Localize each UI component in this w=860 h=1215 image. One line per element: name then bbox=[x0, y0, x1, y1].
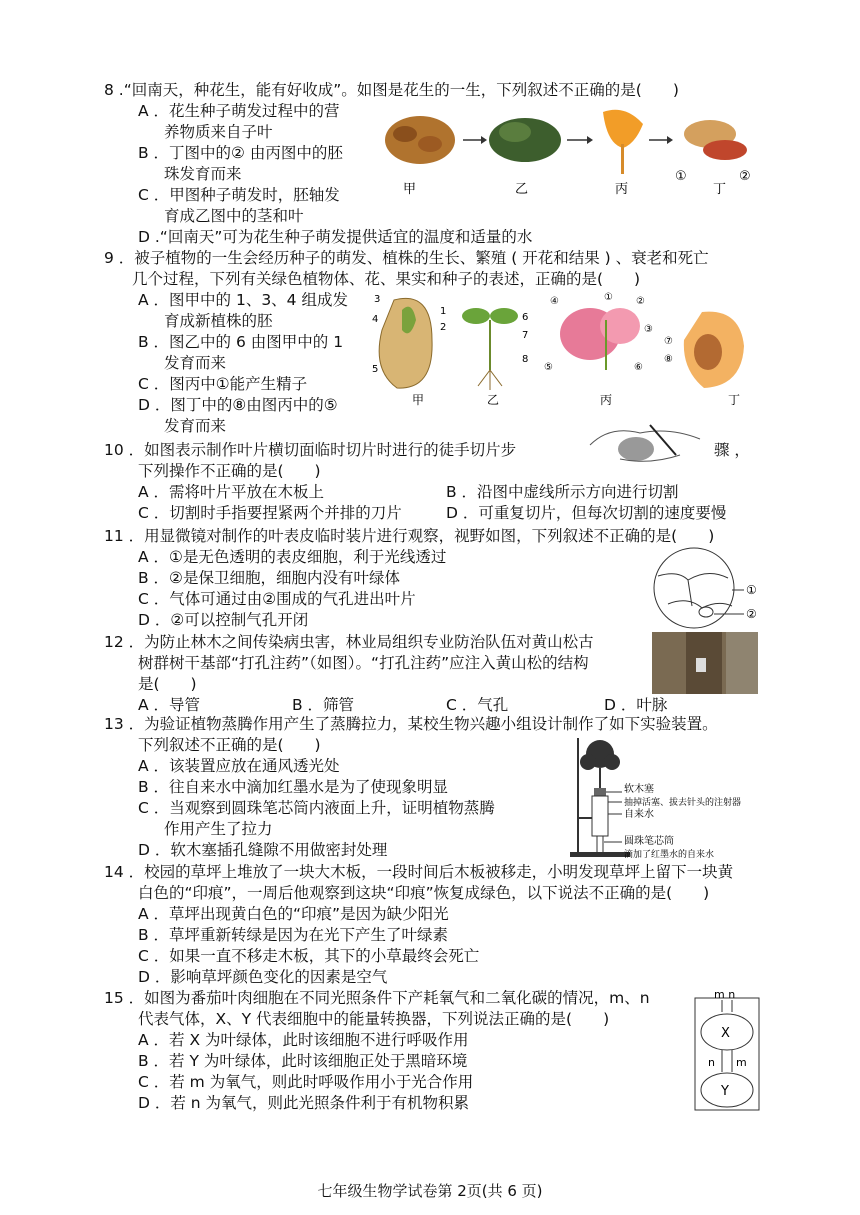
q12-options bbox=[104, 695, 764, 716]
page-footer: 七年级生物学试卷第 2页(共 6 页) bbox=[317, 1182, 543, 1200]
q12-option-a[interactable]: A ．导管 bbox=[138, 696, 201, 714]
fig11-mark-1: ① bbox=[746, 583, 757, 597]
svg-text:⑦: ⑦ bbox=[664, 336, 673, 347]
q9-stem-line1: 9 ．被子植物的一生会经历种子的萌发、植株的生长、繁殖 ( 开花和结果 ) 、衰老和死亡 bbox=[104, 249, 709, 267]
svg-text:⑤: ⑤ bbox=[544, 362, 553, 373]
q11-option-b[interactable]: B ．②是保卫细胞，细胞内没有叶绿体 bbox=[138, 569, 400, 587]
plant-organs-figure bbox=[372, 290, 760, 408]
q12-stem-line3: 是( ) bbox=[138, 675, 197, 693]
q9-option-a[interactable]: A ．图甲中的 1、3、4 组成发 育成新植株的胚 bbox=[138, 291, 348, 330]
svg-text:5: 5 bbox=[372, 364, 379, 375]
q11-option-c[interactable]: C ．气体可通过由②围成的气孔进出叶片 bbox=[138, 590, 416, 608]
q14-stem-line2: 白色的“印痕”，一周后他观察到这块“印痕”恢复成绿色，以下说法不正确的是( ) bbox=[138, 884, 710, 902]
svg-text:④: ④ bbox=[550, 296, 559, 307]
fig13-label-red-water: 滴加了红墨水的自来水 bbox=[624, 850, 715, 858]
leaf-epidermis-figure bbox=[648, 546, 760, 630]
fig8-label-jia: 甲 bbox=[403, 182, 417, 197]
q12-option-c[interactable]: C ．气孔 bbox=[446, 696, 509, 714]
q11-option-d[interactable]: D ．②可以控制气孔开闭 bbox=[138, 611, 309, 629]
fig13-label-syringe: 抽掉活塞、拔去针头的注射器 bbox=[624, 798, 742, 808]
fig15-y-label: Y bbox=[721, 1084, 729, 1099]
svg-text:③: ③ bbox=[644, 324, 653, 335]
q13-option-c[interactable]: C ．当观察到圆珠笔芯筒内液面上升，证明植物蒸腾 作用产生了拉力 bbox=[138, 799, 495, 838]
q12-stem-line2: 树群树干基部“打孔注药”（如图）。“打孔注药”应注入黄山松的结构 bbox=[138, 654, 589, 672]
q10-option-d[interactable]: D ．可重复切片，但每次切割的速度要慢 bbox=[446, 504, 727, 522]
peanut-lifecycle-figure bbox=[375, 104, 760, 202]
q15-option-b[interactable]: B ．若 Y 为叶绿体，此时该细胞正处于黑暗环境 bbox=[138, 1052, 468, 1070]
fig8-label-bing: 丙 bbox=[615, 182, 629, 197]
fig15-mid-m: m bbox=[736, 1056, 747, 1069]
fig13-label-pen-tube: 圆珠笔芯筒 bbox=[624, 836, 674, 847]
svg-text:①: ① bbox=[604, 292, 613, 303]
pine-injection-photo bbox=[652, 632, 758, 694]
svg-text:2: 2 bbox=[440, 322, 447, 333]
svg-text:1: 1 bbox=[440, 306, 447, 317]
fig9-label-bing: 丙 bbox=[600, 393, 613, 407]
q10-options-row2 bbox=[104, 503, 764, 524]
fig15-mid-n: n bbox=[708, 1056, 715, 1069]
transpiration-apparatus-figure bbox=[570, 738, 770, 858]
question-14 bbox=[104, 862, 764, 988]
q9-option-b[interactable]: B ．图乙中的 6 由图甲中的 1 发育而来 bbox=[138, 333, 344, 372]
q14-option-d[interactable]: D ．影响草坪颜色变化的因素是空气 bbox=[138, 968, 388, 986]
svg-text:3: 3 bbox=[374, 294, 381, 305]
fig9-label-ding: 丁 bbox=[728, 393, 741, 407]
fig15-x-label: X bbox=[721, 1026, 730, 1041]
svg-text:⑥: ⑥ bbox=[634, 362, 643, 373]
q10-options-row1 bbox=[104, 482, 764, 503]
q13-stem-line1: 13 ．为验证植物蒸腾作用产生了蒸腾拉力，某校生物兴趣小组设计制作了如下实验装置。 bbox=[104, 715, 718, 733]
q9-option-c[interactable]: C ．图丙中①能产生精子 bbox=[138, 375, 308, 393]
q8-option-d[interactable]: D .“回南天”可为花生种子萌发提供适宜的温度和适量的水 bbox=[138, 228, 533, 246]
q15-option-c[interactable]: C ．若 m 为氧气，则此时呼吸作用小于光合作用 bbox=[138, 1073, 474, 1091]
fig8-mark-1: ① bbox=[675, 169, 687, 184]
fig11-mark-2: ② bbox=[746, 607, 757, 621]
fig9-label-jia: 甲 bbox=[412, 393, 425, 407]
energy-converter-figure bbox=[694, 988, 760, 1112]
q15-option-d[interactable]: D ．若 n 为氧气，则此光照条件利于有机物积累 bbox=[138, 1094, 470, 1112]
hand-sectioning-figure bbox=[580, 415, 710, 467]
fig8-mark-2: ② bbox=[739, 169, 751, 184]
svg-text:7: 7 bbox=[522, 330, 529, 341]
q14-option-c[interactable]: C ．如果一直不移走木板，其下的小草最终会死亡 bbox=[138, 947, 480, 965]
q15-stem-line2: 代表气体，X、Y 代表细胞中的能量转换器，下列说法正确的是( ) bbox=[138, 1010, 610, 1028]
fig8-label-yi: 乙 bbox=[515, 182, 529, 197]
q15-stem-line1: 15 ．如图为番茄叶肉细胞在不同光照条件下产耗氧气和二氧化碳的情况，m、n bbox=[104, 989, 650, 1007]
q13-option-b[interactable]: B ．往自来水中滴加红墨水是为了使现象明显 bbox=[138, 778, 449, 796]
q15-option-a[interactable]: A ．若 X 为叶绿体，此时该细胞不进行呼吸作用 bbox=[138, 1031, 469, 1049]
q11-stem: 11 ．用显微镜对制作的叶表皮临时装片进行观察，视野如图，下列叙述不正确的是( ) bbox=[104, 527, 715, 545]
svg-text:⑧: ⑧ bbox=[664, 354, 673, 365]
fig15-top-label: m n bbox=[714, 988, 736, 1001]
q10-stem-line2: 下列操作不正确的是( ) bbox=[138, 462, 321, 480]
q12-option-b[interactable]: B ．筛管 bbox=[292, 696, 355, 714]
q10-option-c[interactable]: C ．切割时手指要捏紧两个并排的刀片 bbox=[138, 504, 402, 522]
q8-stem: 8 .“回南天，种花生，能有好收成”。如图是花生的一生，下列叙述不正确的是( ) bbox=[104, 81, 679, 99]
q9-option-d[interactable]: D ．图丁中的⑧由图丙中的⑤ 发育而来 bbox=[138, 396, 338, 435]
q8-option-a[interactable]: A ．花生种子萌发过程中的营 养物质来自子叶 bbox=[138, 102, 340, 141]
q13-option-a[interactable]: A ．该装置应放在通风透光处 bbox=[138, 757, 340, 775]
q14-stem-line1: 14 ．校园的草坪上堆放了一块大木板，一段时间后木板被移走，小明发现草坪上留下一块黄 bbox=[104, 863, 734, 881]
q10-option-b[interactable]: B ．沿图中虚线所示方向进行切割 bbox=[446, 483, 679, 501]
q13-option-d[interactable]: D ．软木塞插孔缝隙不用做密封处理 bbox=[138, 841, 388, 859]
svg-text:②: ② bbox=[636, 296, 645, 307]
fig8-label-ding: 丁 bbox=[713, 182, 727, 197]
q9-stem-line2: 几个过程，下列有关绿色植物体、花、果实和种子的表述，正确的是( ) bbox=[132, 270, 641, 288]
fig13-label-tapwater: 自来水 bbox=[624, 809, 654, 820]
fig9-label-yi: 乙 bbox=[487, 393, 500, 407]
q10-option-a[interactable]: A ．需将叶片平放在木板上 bbox=[138, 483, 325, 501]
question-15 bbox=[104, 988, 764, 1114]
q12-option-d[interactable]: D ．叶脉 bbox=[604, 696, 668, 714]
q10-stem-line1: 10 ．如图表示制作叶片横切面临时切片时进行的徒手切片步 骤 ， bbox=[104, 441, 750, 459]
q8-option-c[interactable]: C ．甲图种子萌发时，胚轴发 育成乙图中的茎和叶 bbox=[138, 186, 340, 225]
svg-text:8: 8 bbox=[522, 354, 529, 365]
svg-text:4: 4 bbox=[372, 314, 379, 325]
svg-text:6: 6 bbox=[522, 312, 529, 323]
q14-option-a[interactable]: A ．草坪出现黄白色的“印痕”是因为缺少阳光 bbox=[138, 905, 449, 923]
q8-option-b[interactable]: B ．丁图中的② 由丙图中的胚 珠发育而来 bbox=[138, 144, 343, 183]
q12-stem-line1: 12 ．为防止林木之间传染病虫害，林业局组织专业防治队伍对黄山松古 bbox=[104, 633, 594, 651]
q14-option-b[interactable]: B ．草坪重新转绿是因为在光下产生了叶绿素 bbox=[138, 926, 449, 944]
q11-option-a[interactable]: A ．①是无色透明的表皮细胞，利于光线透过 bbox=[138, 548, 447, 566]
q13-stem-line2: 下列叙述不正确的是( ) bbox=[138, 736, 321, 754]
fig13-label-cork: 软木塞 bbox=[624, 784, 654, 795]
